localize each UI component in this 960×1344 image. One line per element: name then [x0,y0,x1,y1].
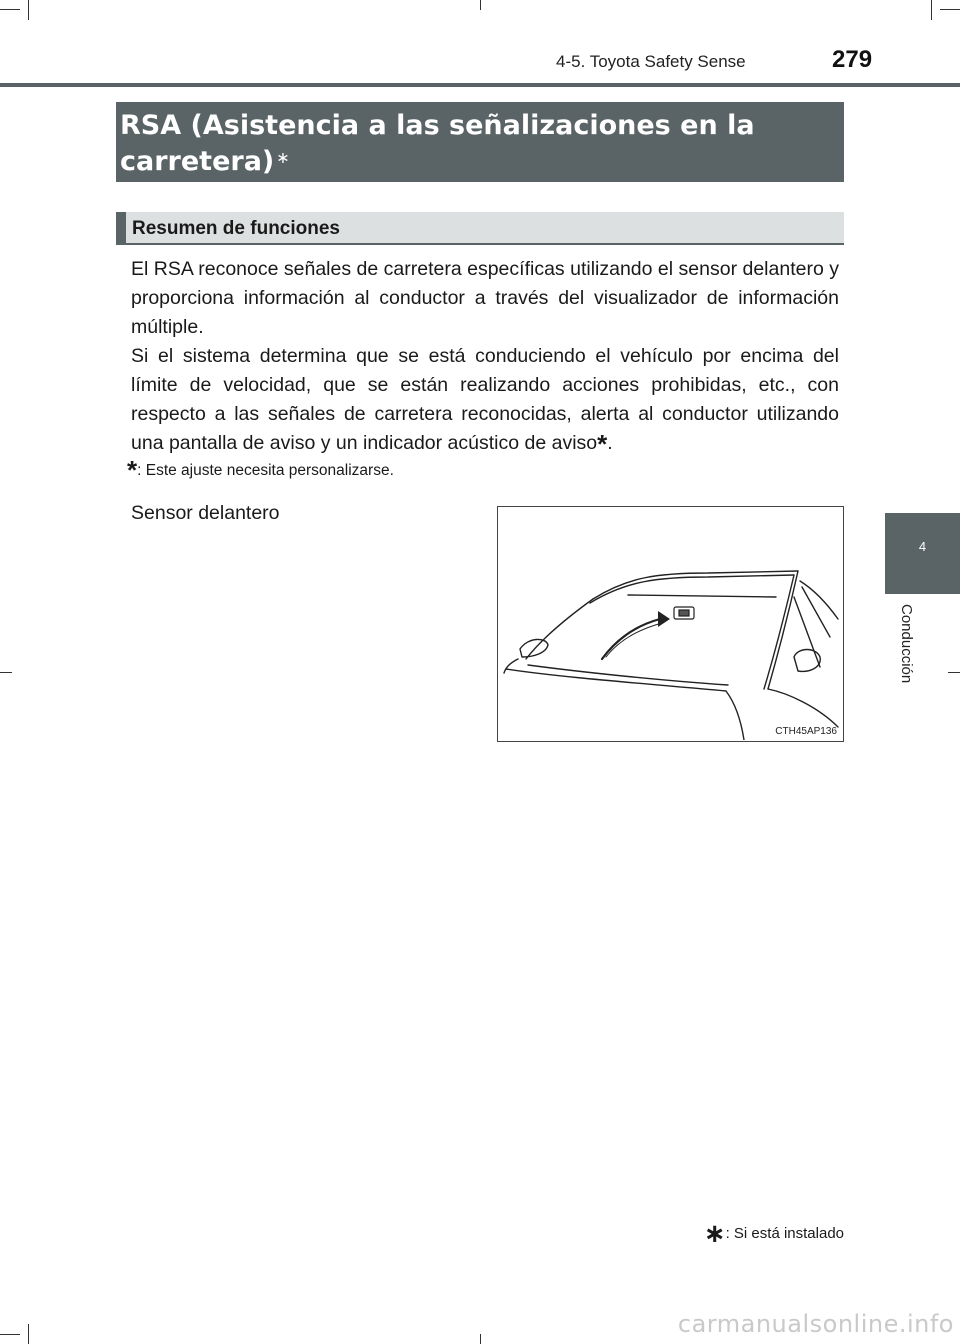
front-sensor-illustration [497,506,844,742]
installed-mark: ∗ [276,148,290,167]
crop-mark [0,9,20,10]
footnote-mark: ∗ [703,1218,726,1248]
crop-mark [948,672,960,673]
windshield-drawing [498,507,842,740]
page-number: 279 [832,46,873,73]
paragraph-overview: El RSA reconoce señales de carretera específicas utilizando el sensor delantero y proporciona información al conductor a través del visualizador de información múltiple. [131,258,839,338]
crop-mark [940,9,960,10]
crop-mark [0,1334,20,1335]
chapter-label: Conducción [898,604,915,684]
crop-mark [28,0,29,20]
figure-label: Sensor delantero [131,502,280,524]
crop-mark [28,1324,29,1344]
section-title-text: RSA (Asistencia a las señalizaciones en la carretera) [120,110,755,177]
paragraph-alert [131,342,839,458]
running-header-section: 4-5. Toyota Safety Sense [556,52,746,71]
note-text: : Este ajuste necesita personalizarse. [137,462,394,479]
header-rule [0,83,960,87]
crop-mark [480,0,481,10]
installed-footnote [703,1218,844,1248]
figure-code: CTH45AP136 [775,726,837,737]
footnote-text: : Si está instalado [725,1225,844,1242]
subsection-title: Resumen de funciones [116,212,844,245]
section-title [116,102,844,182]
customize-note [127,455,394,485]
crop-mark [931,0,932,20]
crop-mark [480,1334,481,1344]
chapter-tab [885,513,960,594]
chapter-number: 4 [918,539,927,554]
watermark: carmanualsonline.info [677,1310,954,1338]
note-mark: * [127,455,138,485]
paragraph-alert-end: . [607,432,613,454]
crop-mark [0,672,12,673]
customize-mark: * [597,429,608,459]
paragraph-alert-text: Si el sistema determina que se está conduciendo el vehículo por encima del límite de velocidad, que se están realizando acciones prohibidas, etc., con respecto a las señales de carretera reconocidas, alerta al conductor utilizando una pantalla de aviso y un indicador acústico de aviso [131,345,839,454]
